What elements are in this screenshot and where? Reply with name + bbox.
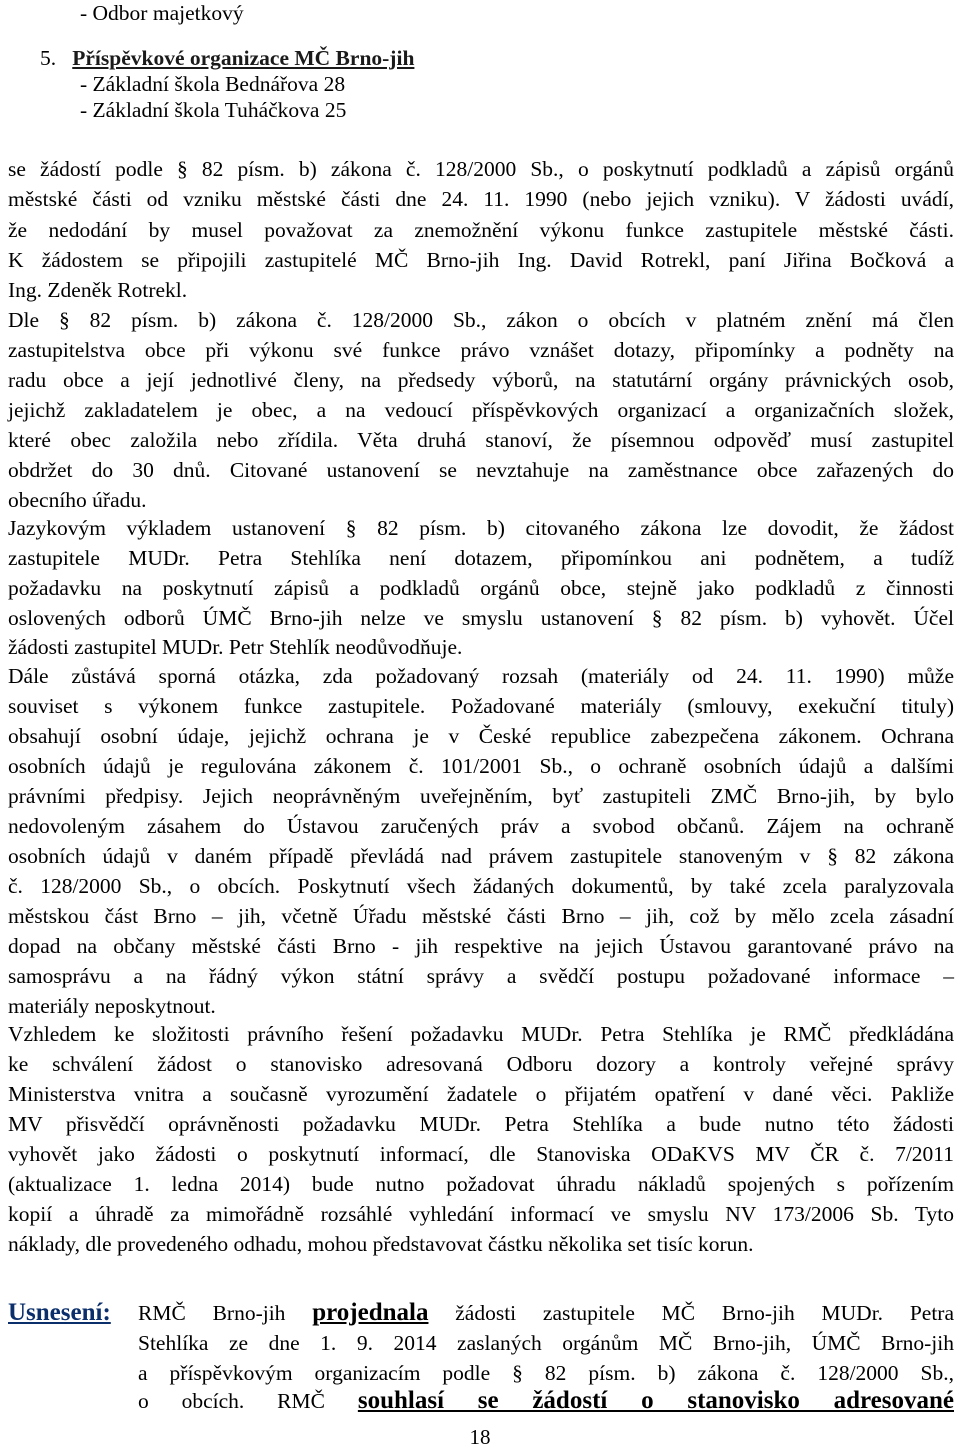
text-line: souviset s výkonem funkce zastupitele. Požadované materiály (smlouvy, exekuční tituly)	[8, 694, 954, 718]
resolution-line: a příspěvkovým organizacím podle § 82 písm. b) zákona č. 128/2000 Sb.,	[138, 1361, 954, 1385]
text-line: městskou část Brno – jih, včetně Úřadu městské části Brno – jih, což by mělo zcela zásadní	[8, 904, 954, 928]
text-line: Vzhledem ke složitosti právního řešení požadavku MUDr. Petra Stehlíka je RMČ předkládána	[8, 1022, 954, 1046]
text-line: žádosti zastupitel MUDr. Petr Stehlík neodůvodňuje.	[8, 635, 463, 659]
section-heading	[40, 45, 414, 71]
text-line: náklady, dle provedeného odhadu, mohou představovat částku několika set tisíc korun.	[8, 1232, 754, 1256]
top-list-item: - Odbor majetkový	[80, 1, 244, 25]
section-number: 5.	[40, 46, 57, 70]
text-line: Dále zůstává sporná otázka, zda požadovaný rozsah (materiály od 24. 11. 1990) může	[8, 664, 954, 688]
text-line: vyhovět jako žádosti o poskytnutí informací, dle Stanoviska ODaKVS MV ČR č. 7/2011	[8, 1142, 954, 1166]
text-line: MV přisvědčí oprávněnosti požadavku MUDr. Petra Stehlíka a bude nutno této žádosti	[8, 1112, 954, 1136]
text-line: požadavku na poskytnutí zápisů a podkladů orgánů obce, stejně jako podkladů z činnosti	[8, 576, 954, 600]
resolution-emphasis: projednala	[312, 1299, 429, 1326]
text-line: kopií a úhradě za mimořádně rozsáhlé vyhledání informací ve smyslu NV 173/2006 Sb. Tyto	[8, 1202, 954, 1226]
text-line: obdržet do 30 dnů. Citované ustanovení se nevztahuje na zaměstnance obce zařazených do	[8, 458, 954, 482]
list-item: - Základní škola Bednářova 28	[80, 72, 346, 96]
text-line: materiály neposkytnout.	[8, 994, 216, 1018]
text-line: se žádostí podle § 82 písm. b) zákona č. 128/2000 Sb., o poskytnutí podkladů a zápisů orgánů	[8, 157, 954, 181]
resolution-label: Usnesení:	[8, 1299, 111, 1326]
text-line: osobních údajů je regulována zákonem č. 101/2001 Sb., o ochraně osobních údajů a dalšími	[8, 754, 954, 778]
list-item: - Základní škola Tuháčkova 25	[80, 98, 347, 122]
text-line: obsahují osobní údaje, jejichž ochrana je v České republice zabezpečena zákonem. Ochrana	[8, 724, 954, 748]
text-line: obecního úřadu.	[8, 488, 147, 512]
resolution-line: o obcích. RMČ souhlasí se žádostí o stanovisko adresované	[138, 1387, 954, 1414]
text-line: radu obce a její jednotlivé členy, na předsedy výborů, na statutární orgány právnických osob,	[8, 368, 954, 392]
page-number: 18	[469, 1425, 491, 1449]
section-title: Příspěvkové organizace MČ Brno-jih	[72, 46, 415, 70]
text-line: Ing. Zdeněk Rotrekl.	[8, 278, 188, 302]
text-line: zastupitelstva obce při výkonu své funkce právo vznášet dotazy, připomínky a podněty na	[8, 338, 954, 362]
text-line: městské části od vzniku městské části dne 24. 11. 1990 (nebo jejich vzniku). V žádosti uvádí,	[8, 187, 954, 211]
text-line: dopad na občany městské části Brno - jih respektive na jejich Ústavou garantované právo na	[8, 934, 954, 958]
text-line: které obec založila nebo zřídila. Věta druhá stanoví, že písemnou odpověď musí zastupitel	[8, 428, 954, 452]
text-line: oslovených odborů ÚMČ Brno-jih nelze ve smyslu ustanovení § 82 písm. b) vyhovět. Účel	[8, 606, 954, 630]
text-line: Ministerstva vnitra a současně vyrozumění žadatele o přijatém opatření v dané věci. Pakliže	[8, 1082, 954, 1106]
resolution-emphasis: souhlasí se žádostí o stanovisko adresované	[357, 1387, 954, 1414]
text-line: ke schválení žádost o stanovisko adresovaná Odboru dozory a kontroly veřejné správy	[8, 1052, 954, 1076]
text-line: samosprávu a na řádný výkon státní správy a svědčí postupu požadované informace –	[8, 964, 954, 988]
text-line: zastupitele MUDr. Petra Stehlíka není dotazem, připomínkou ani podnětem, a tudíž	[8, 546, 954, 570]
text-line: Jazykovým výkladem ustanovení § 82 písm. b) citovaného zákona lze dovodit, že žádost	[8, 516, 954, 540]
resolution-line: RMČ Brno-jih projednala žádosti zastupitele MČ Brno-jih MUDr. Petra	[138, 1299, 955, 1326]
text-line: č. 128/2000 Sb., o obcích. Poskytnutí všech žádaných dokumentů, by také zcela paralyzovala	[8, 874, 954, 898]
text-line: nedovoleným zásahem do Ústavou zaručených práv a svobod občanů. Zájem na ochraně	[8, 814, 954, 838]
resolution-line: Stehlíka ze dne 1. 9. 2014 zaslaných orgánům MČ Brno-jih, ÚMČ Brno-jih	[138, 1331, 954, 1355]
text-line: Dle § 82 písm. b) zákona č. 128/2000 Sb., zákon o obcích v platném znění má člen	[8, 308, 954, 332]
text-line: K žádostem se připojili zastupitelé MČ Brno-jih Ing. David Rotrekl, paní Jiřina Bočková a	[8, 248, 954, 272]
text-line: že nedodání by musel považovat za znemožnění výkonu funkce zastupitele městské části.	[8, 218, 954, 242]
text-line: osobních údajů v daném případě převládá nad právem zastupitele stanoveným v § 82 zákona	[8, 844, 954, 868]
text-line: jejichž zakladatelem je obec, a na vedoucí příspěvkových organizací a organizačních složek,	[8, 398, 954, 422]
text-line: právními předpisy. Jejich neoprávněným uveřejněním, byť zastupiteli ZMČ Brno-jih, by bylo	[8, 784, 954, 808]
text-line: (aktualizace 1. ledna 2014) bude nutno požadovat úhradu nákladů spojených s pořízením	[8, 1172, 954, 1196]
